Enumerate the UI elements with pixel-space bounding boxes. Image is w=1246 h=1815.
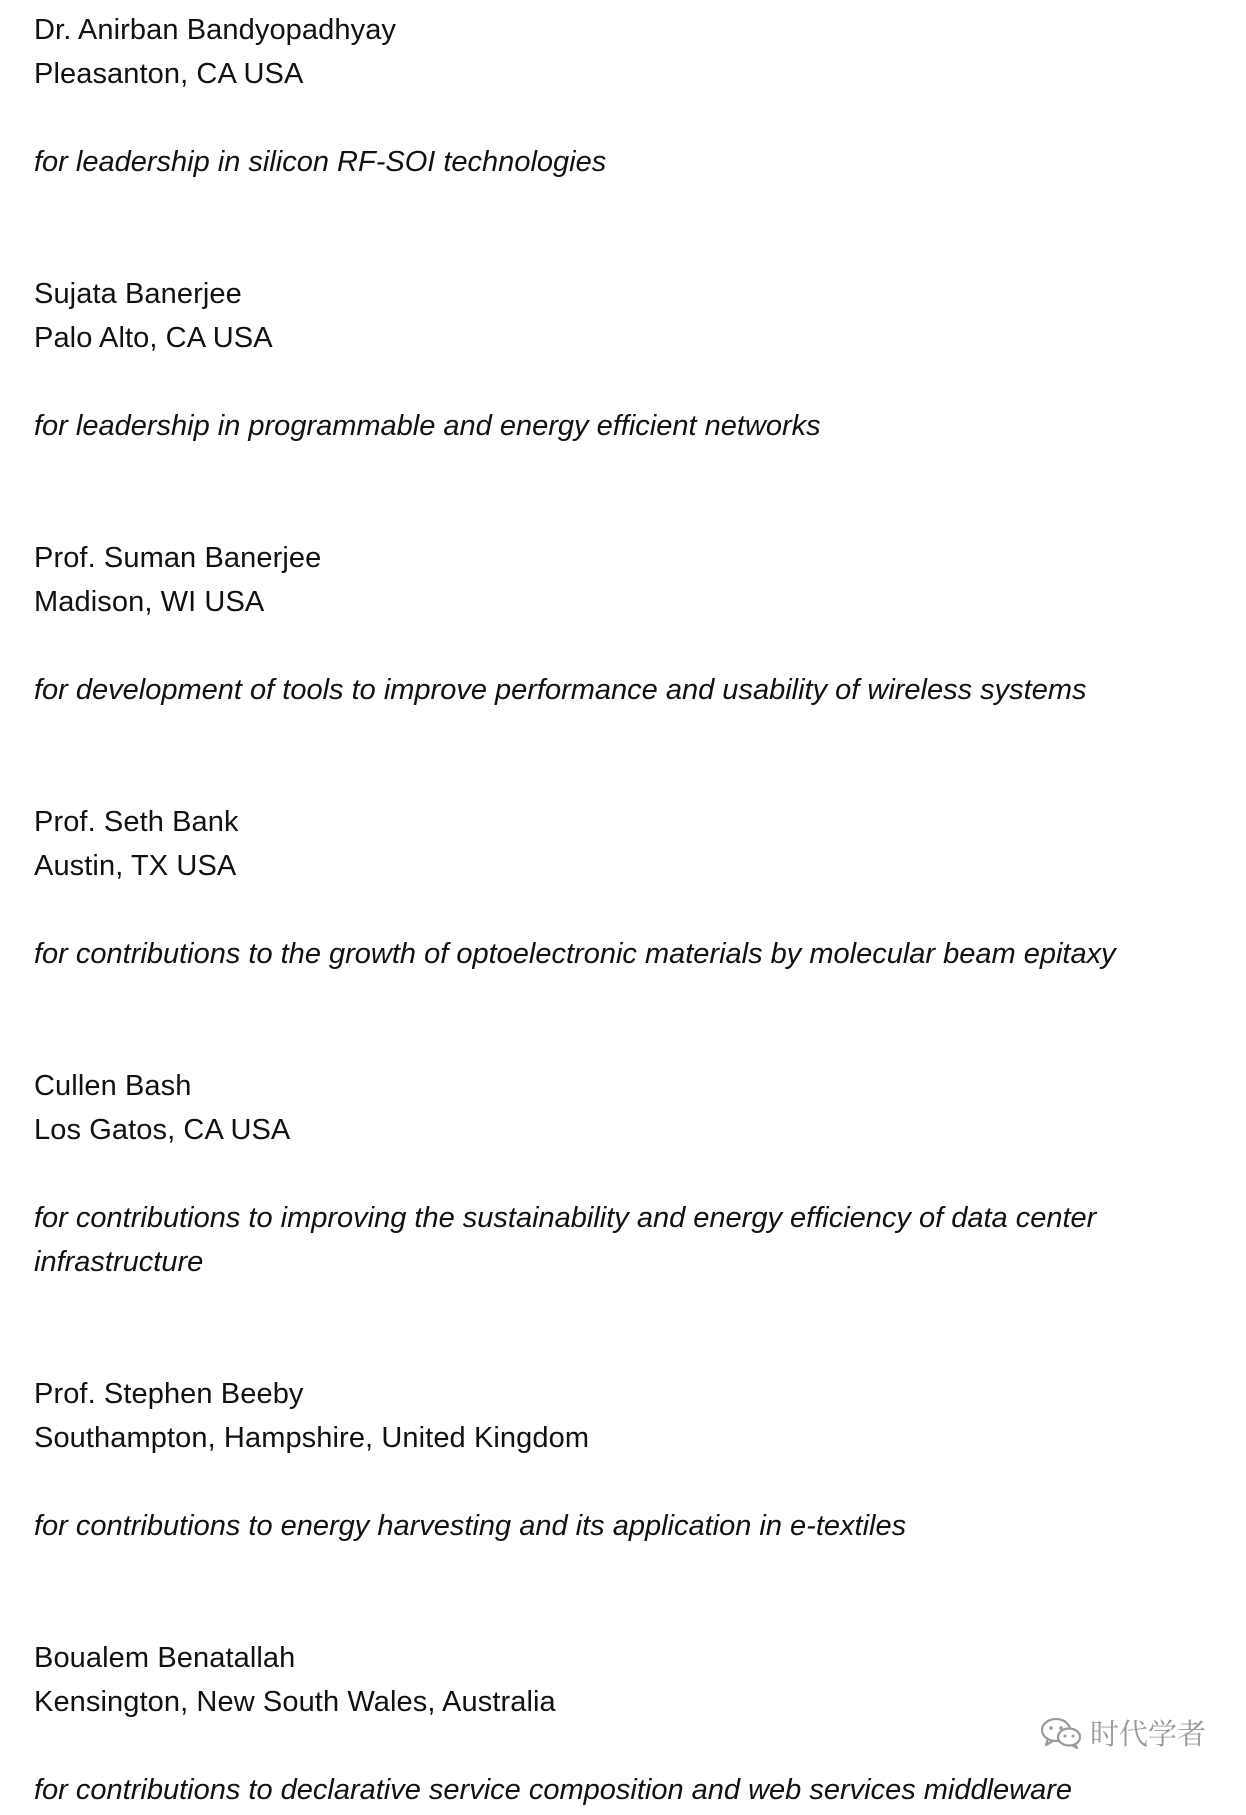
fellow-name: Cullen Bash	[34, 1070, 192, 1102]
fellow-entry	[34, 272, 1214, 448]
fellow-citation: for contributions to energy harvesting and its application in e-textiles	[34, 1510, 907, 1542]
fellow-location: Southampton, Hampshire, United Kingdom	[34, 1422, 590, 1454]
fellow-citation: for development of tools to improve performance and usability of wireless systems	[34, 674, 1087, 706]
fellow-location: Austin, TX USA	[34, 850, 237, 882]
fellow-name: Boualem Benatallah	[34, 1642, 296, 1674]
fellow-entry	[34, 800, 1214, 976]
fellow-entry	[34, 1064, 1214, 1284]
fellow-location: Los Gatos, CA USA	[34, 1114, 291, 1146]
fellow-citation: for leadership in programmable and energy efficient networks	[34, 410, 821, 442]
fellow-entry	[34, 536, 1214, 712]
fellow-location: Kensington, New South Wales, Australia	[34, 1686, 556, 1718]
fellow-citation: for leadership in silicon RF-SOI technologies	[34, 146, 607, 178]
fellow-name: Sujata Banerjee	[34, 278, 242, 310]
fellow-entry	[34, 8, 1214, 184]
watermark-text: 时代学者	[1089, 1717, 1206, 1751]
fellow-citation: for contributions to declarative service composition and web services middleware	[34, 1774, 1073, 1806]
fellow-entry	[34, 1636, 1214, 1812]
watermark	[1040, 1712, 1206, 1753]
fellow-name: Prof. Stephen Beeby	[34, 1378, 304, 1410]
fellow-name: Dr. Anirban Bandyopadhyay	[34, 14, 397, 46]
fellow-name: Prof. Suman Banerjee	[34, 542, 322, 574]
wechat-icon	[1040, 1716, 1082, 1750]
fellow-citation: for contributions to the growth of optoelectronic materials by molecular beam epitaxy	[34, 938, 1116, 970]
fellow-location: Pleasanton, CA USA	[34, 58, 304, 90]
fellow-location: Madison, WI USA	[34, 586, 265, 618]
fellow-name: Prof. Seth Bank	[34, 806, 239, 838]
fellow-citation: for contributions to improving the sustainability and energy efficiency of data center infrastructure	[34, 1202, 1097, 1278]
fellow-entry	[34, 1372, 1214, 1548]
fellow-location: Palo Alto, CA USA	[34, 322, 273, 354]
